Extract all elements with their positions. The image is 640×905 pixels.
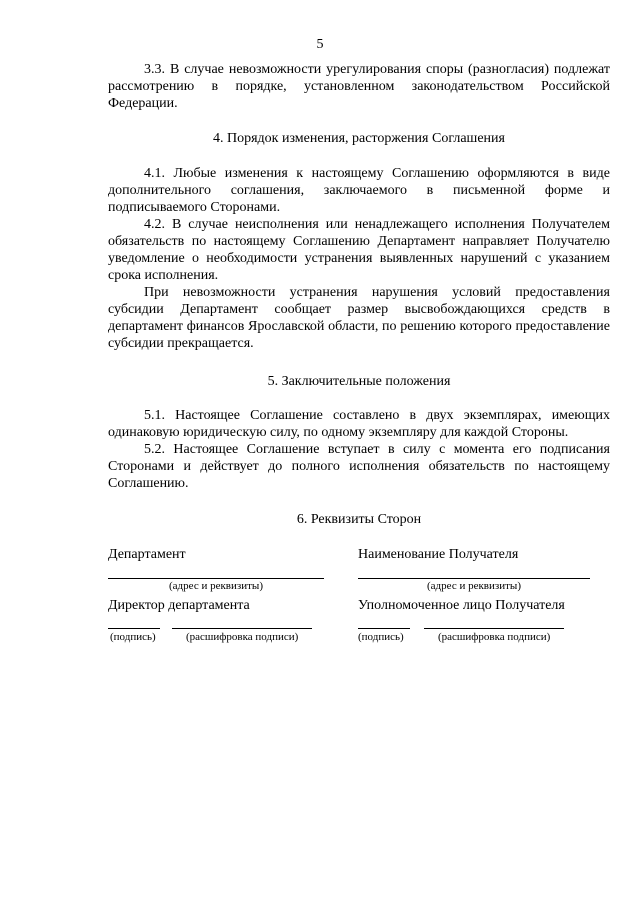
section-6-heading: 6. Реквизиты Сторон: [296, 512, 422, 527]
right-signature-caption: (подпись): [358, 631, 404, 643]
right-decode-line: [424, 628, 564, 629]
right-address-line: [358, 578, 590, 579]
paragraph-5-1: 5.1. Настоящее Соглашение составлено в двух экземплярах, имеющих одинаковую юридическую силу, по одному экземпляру для каждой Стороны.: [108, 408, 610, 440]
left-decode-caption: (расшифровка подписи): [186, 631, 299, 643]
paragraph-5-2: 5.2. Настоящее Соглашение вступает в силу с момента его подписания Сторонами и действует до полного исполнения обязательств по настоящему Соглашению.: [108, 442, 610, 491]
section-5-heading: 5. Заключительные положения: [267, 374, 451, 389]
page-number: 5: [316, 37, 324, 52]
section-6: [108, 511, 610, 528]
right-address-caption: (адрес и реквизиты): [427, 580, 521, 592]
section-4: [108, 130, 610, 147]
section-4-heading: 4. Порядок изменения, расторжения Соглашения: [213, 131, 505, 146]
left-address-line: [108, 578, 324, 579]
left-decode-line: [172, 628, 312, 629]
right-party-name: Наименование Получателя: [358, 547, 519, 562]
paragraph-4-1: 4.1. Любые изменения к настоящему Соглашению оформляются в виде дополнительного соглашения, заключаемого в письменной форме и подписываемого Сторонами.: [108, 166, 610, 215]
right-signature-line: [358, 628, 410, 629]
paragraph-4-2: 4.2. В случае неисполнения или ненадлежащего исполнения Получателем обязательств по настоящему Соглашению Департамент направляет Получателю уведомление о необходимости устранения выявленных нарушений с указанием срока исполнения.: [108, 217, 610, 283]
left-signer-title: Директор департамента: [108, 598, 250, 613]
left-signature-line: [108, 628, 160, 629]
section-5: [108, 373, 610, 390]
clause-3-3: [108, 61, 610, 112]
right-signer-title: Уполномоченное лицо Получателя: [358, 598, 565, 613]
section-4-body: [108, 165, 610, 352]
left-signature-caption: (подпись): [110, 631, 156, 643]
section-5-body: [108, 407, 610, 492]
left-address-caption: (адрес и реквизиты): [169, 580, 263, 592]
paragraph-4-2-continued: При невозможности устранения нарушения условий предоставления субсидии Департамент сообщает размер высвобождающихся средств в департамент финансов Ярославской области, по решению которого предоставление субсидии прекращается.: [108, 285, 610, 351]
left-party-name: Департамент: [108, 547, 186, 562]
right-decode-caption: (расшифровка подписи): [438, 631, 551, 643]
paragraph-3-3: 3.3. В случае невозможности урегулирования споры (разногласия) подлежат рассмотрению в порядке, установленном законодательством Российской Федерации.: [108, 62, 610, 111]
